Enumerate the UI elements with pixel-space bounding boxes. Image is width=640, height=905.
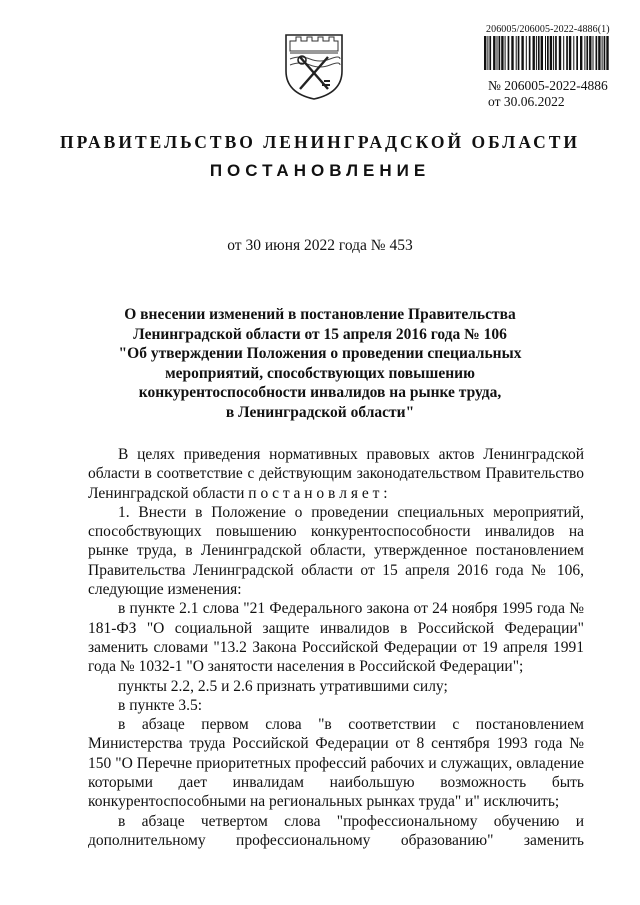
authority-heading: ПРАВИТЕЛЬСТВО ЛЕНИНГРАДСКОЙ ОБЛАСТИ	[59, 132, 581, 152]
intro-paragraph: В целях приведения нормативных правовых актов Ленинградской области в соответствие с действующим законодательством Правительство Ленинградской области п о с т а н о в л я е т :	[88, 446, 584, 502]
item-1-clause-3-5: в пункте 3.5:	[118, 696, 203, 714]
item-1-paragraph: 1. Внести в Положение о проведении специальных мероприятий, способствующих повышению конкурентоспособности инвалидов на рынке труда, в Ленинградской области, утвержденное постановлением Правительства Ленинградской области от 15 апреля 2016 года № 106, следующие изменения:	[88, 503, 584, 599]
document-date: от 30.06.2022	[488, 94, 565, 109]
title-line: в Ленинградской области"	[225, 403, 415, 421]
title-line: "Об утверждении Положения о проведении специальных	[118, 345, 522, 363]
resolution-date-number: от 30 июня 2022 года № 453	[227, 237, 413, 254]
title-line: Ленинградской области от 15 апреля 2016 года № 106	[133, 325, 507, 343]
clause-3-5-paragraph-1: в абзаце первом слова "в соответствии с постановлением Министерства труда Российской Федерации от 8 сентября 1993 года № 150 "О Перечне приоритетных профессий рабочих и служащих, овладение которыми дает инвалидам наибольшую возможность быть конкурентоспособными на региональных рынках труда" и" исключить;	[88, 716, 584, 811]
title-line: мероприятий, способствующих повышению	[165, 364, 475, 382]
item-1-clause-2-1: в пункте 2.1 слова "21 Федерального закона от 24 ноября 1995 года № 181-ФЗ "О социальной защите инвалидов в Российской Федерации" заменить словами "13.2 Закона Российской Федерации от 19 апреля 1991 года № 1032-1 "О занятости населения в Российской Федерации";	[88, 600, 584, 676]
clause-3-5-paragraph-4: в абзаце четвертом слова "профессиональному обучению и дополнительному профессиональному образованию" заменить	[88, 812, 584, 849]
document-type-heading: ПОСТАНОВЛЕНИЕ	[209, 161, 431, 180]
title-line: конкурентоспособности инвалидов на рынке труда,	[138, 384, 502, 402]
item-1-clauses-void: пункты 2.2, 2.5 и 2.6 признать утратившими силу;	[118, 677, 448, 695]
barcode-icon	[484, 36, 610, 70]
coat-of-arms-icon	[282, 31, 346, 101]
title-line: О внесении изменений в постановление Правительства	[124, 306, 516, 323]
document-number: № 206005-2022-4886	[488, 78, 608, 93]
resolution-title	[0, 305, 640, 423]
registry-code: 206005/206005-2022-4886(1)	[486, 24, 610, 35]
document-body	[88, 445, 584, 850]
